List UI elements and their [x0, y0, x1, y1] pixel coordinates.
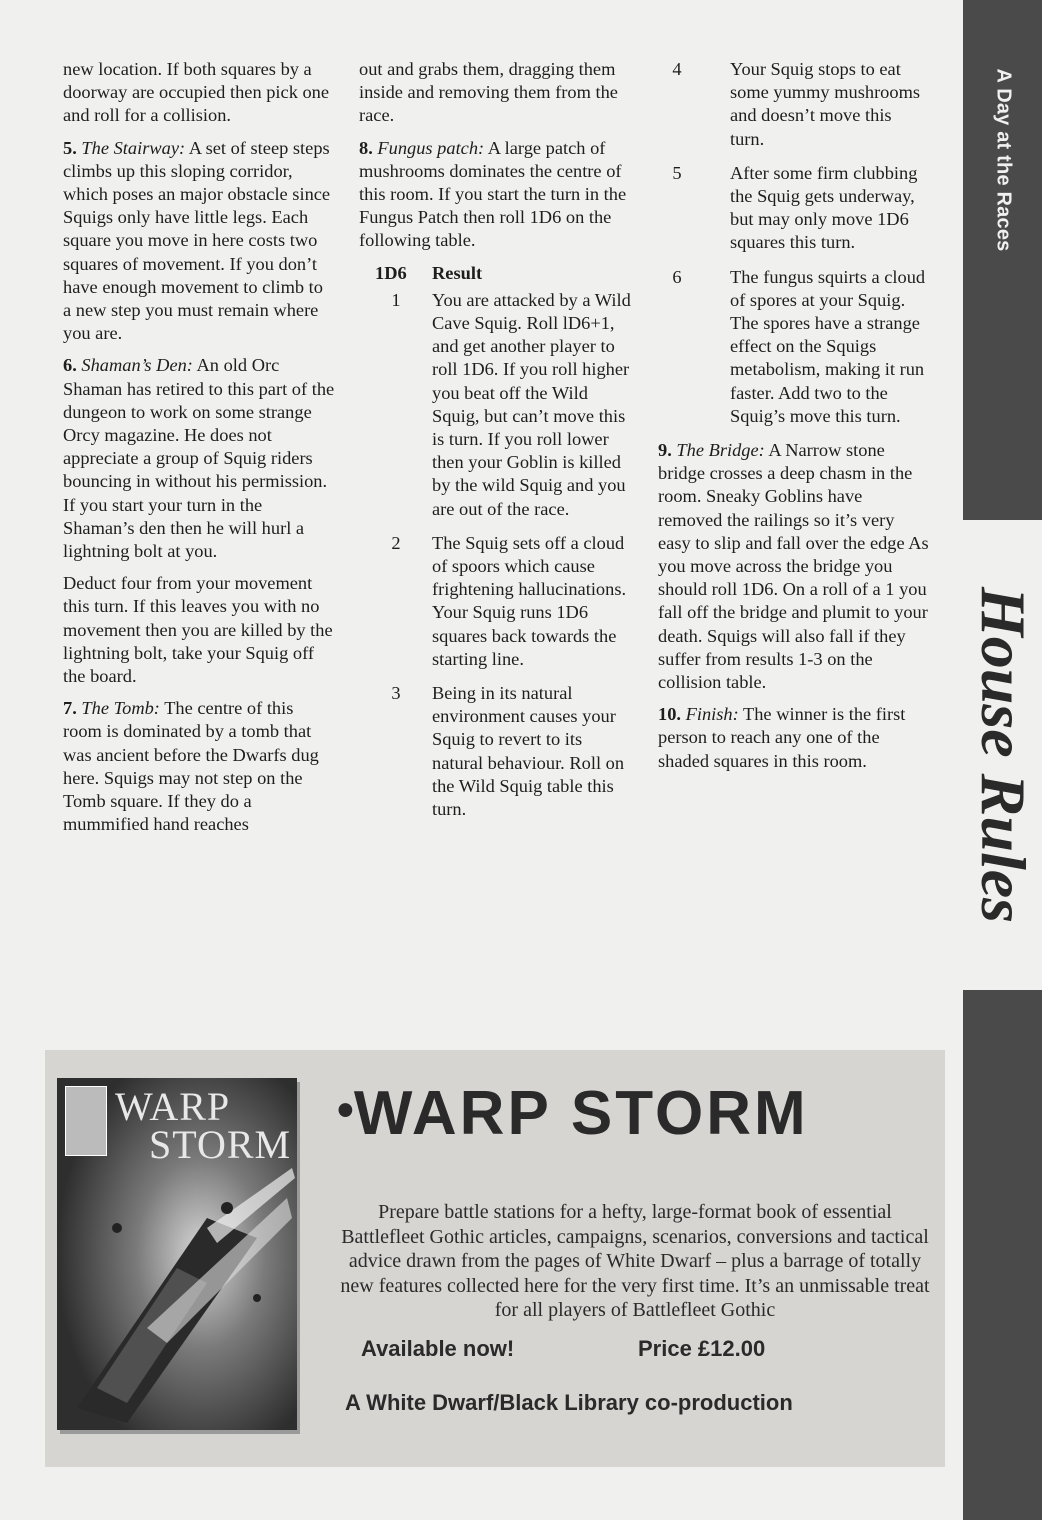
- section-text: The winner is the first person to reach any one of the shaded squares in this room.: [658, 704, 906, 771]
- section-text: An old Orc Shaman has retired to this part of the dungeon to work on some strange Orcy magazine. He does not appreciate a group of Squig riders bouncing in without his permission. If you start your turn in the Shaman’s den then he will hurl a lightning bolt at you.: [63, 355, 335, 562]
- section-fungus-patch: [359, 137, 631, 253]
- price-label: Price £12.00: [638, 1336, 766, 1361]
- co-production-credit: A White Dwarf/Black Library co-production: [345, 1390, 793, 1415]
- category-tab-label: House Rules: [967, 586, 1039, 924]
- section-title: The Stairway:: [81, 137, 186, 158]
- section-title: Fungus patch:: [377, 137, 485, 158]
- advert-box: [45, 1050, 945, 1467]
- table-row: [360, 682, 631, 821]
- roll-number: 3: [391, 683, 401, 704]
- section-title: Finish:: [685, 704, 739, 725]
- section-number: 9.: [658, 440, 672, 461]
- paragraph: Deduct four from your movement this turn. If this leaves you with no movement then you are killed by the lightning bolt, take your Squig off the board.: [63, 573, 333, 687]
- section-number: 6.: [63, 355, 77, 376]
- section-shamans-den: [63, 354, 335, 563]
- publisher-emblem-icon: [65, 1086, 107, 1156]
- roll-result: After some firm clubbing the Squig gets underway, but may only move 1D6 squares this turn.: [730, 162, 918, 253]
- cover-title: [115, 1084, 292, 1167]
- paragraph: new location. If both squares by a doorway are occupied then pick one and roll for a collision.: [63, 59, 330, 126]
- section-tab: [963, 0, 1042, 520]
- advert-description: Prepare battle stations for a hefty, large-format book of essential Battlefleet Gothic articles, campaigns, scenarios, conversions and tactical advice drawn from the pages of White Dwarf – plus a barrage of totally new features collected here for the very first time. It’s an unmissable treat for all players of Battlefleet Gothic: [340, 1201, 930, 1321]
- column-1: [63, 58, 335, 846]
- section-stairway: [63, 137, 335, 346]
- section-tomb: [63, 697, 335, 836]
- roll-result: Being in its natural environment causes your Squig to revert to its natural behaviour. Roll on the Wild Squig table this turn.: [432, 683, 625, 820]
- side-bar-bottom: [963, 990, 1042, 1520]
- advert-title: [337, 1078, 927, 1149]
- advert-title-text: WARP STORM: [353, 1079, 809, 1148]
- section-text: A set of steep steps climbs up this sloping corridor, which poses an major obstacle since Squigs only have little legs. Each square you move in here costs two squares of movement. If you don’t have enough movement to climb to a new step you must remain where you are.: [63, 137, 331, 344]
- table-header-die: 1D6: [375, 262, 407, 283]
- section-title: The Tomb:: [81, 698, 160, 719]
- roll-number: 1: [391, 289, 401, 310]
- section-number: 7.: [63, 698, 77, 719]
- section-tab-label: A Day at the Races: [992, 68, 1014, 252]
- availability-label: Available now!: [361, 1336, 515, 1361]
- section-title: Shaman’s Den:: [81, 355, 193, 376]
- column-3: [658, 58, 930, 782]
- section-number: 5.: [63, 137, 77, 158]
- roll-number: 4: [672, 59, 682, 79]
- section-finish: [658, 703, 930, 773]
- roll-result: Your Squig stops to eat some yummy mushrooms and doesn’t move this turn.: [730, 59, 921, 149]
- section-title: The Bridge:: [676, 440, 765, 461]
- roll-number: 2: [391, 532, 401, 553]
- section-bridge: [658, 439, 930, 694]
- section-text: A Narrow stone bridge crosses a deep chasm in the room. Sneaky Goblins have removed the railings so it’s very easy to slip and fall over the edge As you move across the bridge you should roll 1D6. On a roll of a 1 you fall off the bridge and plumit to your death. Squigs will also fall if they suffer from results 1-3 on the collision table.: [658, 440, 929, 693]
- book-cover-image: [57, 1078, 297, 1430]
- roll-number: 6: [672, 266, 682, 287]
- cover-title-line: STORM: [149, 1122, 292, 1167]
- table-row: [360, 532, 631, 671]
- section-number: 10.: [658, 704, 681, 725]
- section-number: 8.: [359, 137, 373, 158]
- section-text: The centre of this room is dominated by a tomb that was ancient before the Dwarfs dug here. Squigs may not step on the Tomb square. If they do a mummified hand reaches: [63, 698, 319, 835]
- table-header: [375, 262, 631, 285]
- roll-number: 5: [672, 162, 682, 183]
- column-2: [359, 58, 631, 832]
- roll-result: The fungus squirts a cloud of spores at your Squig. The spores have a strange effect on the Squigs metabolism, making it run faster. Add two to the Squig’s move this turn.: [730, 266, 926, 426]
- section-text: A large patch of mushrooms dominates the centre of this room. If you start the turn in the Fungus Patch then roll 1D6 on the following table.: [359, 137, 627, 251]
- table-row: [658, 58, 930, 151]
- bullet-icon: •: [337, 1084, 354, 1137]
- roll-result: The Squig sets off a cloud of spoors which cause frightening hallucinations. Your Squig runs 1D6 squares back towards the starting line.: [432, 532, 627, 669]
- cover-title-line: WARP: [115, 1084, 231, 1129]
- category-tab: [963, 520, 1042, 990]
- table-row: [658, 162, 930, 255]
- table-row: [658, 266, 930, 428]
- table-header-result: Result: [432, 262, 483, 283]
- paragraph: out and grabs them, dragging them inside and removing them from the race.: [359, 59, 618, 126]
- table-row: [360, 289, 631, 521]
- roll-result: You are attacked by a Wild Cave Squig. Roll lD6+1, and get another player to roll 1D6. If you roll higher you beat off the Wild Squig, but can’t move this is turn. If you roll lower then your Goblin is killed by the wild Squig and you are out of the race.: [432, 289, 631, 519]
